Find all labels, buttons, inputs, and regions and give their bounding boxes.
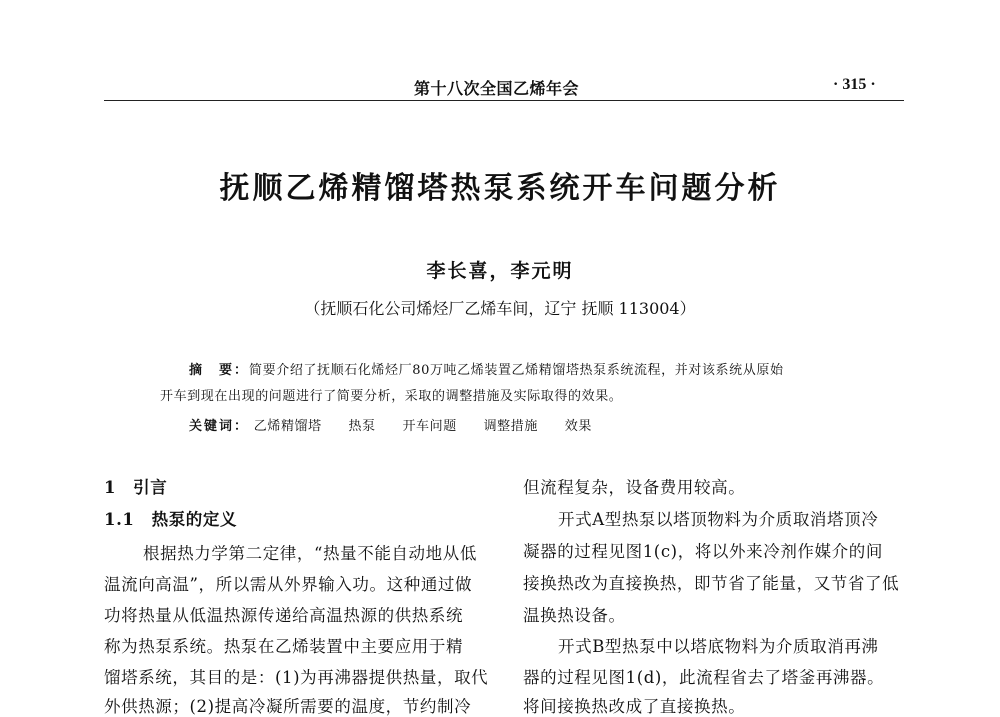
- keyword: 热泵: [348, 419, 376, 434]
- page-number: · 315 ·: [833, 76, 876, 93]
- body-line: 温换热设备。: [523, 606, 626, 625]
- body-line: 器的过程见图1(d)，此流程省去了塔釜再沸器。: [523, 668, 885, 687]
- body-line: 凝器的过程见图1(c)，将以外来冷剂作媒介的间: [523, 542, 883, 561]
- conference-name: 第十八次全国乙烯年会: [414, 79, 580, 98]
- authors: 李长喜，李元明: [426, 260, 574, 282]
- subsection-heading: 1.1 热泵的定义: [104, 510, 238, 529]
- abstract-line-1: [189, 359, 784, 378]
- body-line: 馏塔系统，其目的是：(1)为再沸器提供热量，取代: [104, 668, 489, 687]
- body-line: 称为热泵系统。热泵在乙烯装置中主要应用于精: [104, 637, 464, 656]
- header-rule: [104, 100, 904, 101]
- body-line: 外供热源；(2)提高冷凝所需要的温度，节约制冷: [104, 697, 472, 716]
- keyword: 开车问题: [402, 419, 457, 434]
- body-line: 根据热力学第二定律，“热量不能自动地从低: [143, 544, 477, 563]
- body-line: 接换热改为直接换热，即节省了能量，又节省了低: [523, 574, 900, 593]
- affiliation: （抚顺石化公司烯烃厂乙烯车间，辽宁 抚顺 113004）: [304, 299, 696, 318]
- keyword: 乙烯精馏塔: [253, 419, 322, 434]
- keyword: 效果: [564, 419, 592, 434]
- abstract-text-1: 简要介绍了抚顺石化烯烃厂80万吨乙烯装置乙烯精馏塔热泵系统流程，并对该系统从原始: [249, 363, 784, 378]
- abstract-label: 摘 要：: [189, 363, 250, 378]
- paper-title: 抚顺乙烯精馏塔热泵系统开车问题分析: [219, 171, 781, 206]
- keywords: [189, 415, 614, 434]
- body-line: 温流向高温”，所以需从外界输入功。这种通过做: [104, 575, 473, 594]
- body-line: 功将热量从低温热源传递给高温热源的供热系统: [104, 606, 464, 625]
- body-line: 但流程复杂，设备费用较高。: [523, 478, 746, 497]
- body-line: 开式A型热泵以塔顶物料为介质取消塔顶冷: [558, 510, 879, 529]
- abstract-line-2: 开车到现在出现的问题进行了简要分析，采取的调整措施及实际取得的效果。: [160, 389, 623, 404]
- body-line: 开式B型热泵中以塔底物料为介质取消再沸: [558, 637, 879, 656]
- body-line: 将间接换热改成了直接换热。: [523, 697, 746, 716]
- section-heading: 1 引言: [104, 478, 168, 497]
- keywords-label: 关键词：: [189, 419, 250, 434]
- keyword: 调整措施: [483, 419, 538, 434]
